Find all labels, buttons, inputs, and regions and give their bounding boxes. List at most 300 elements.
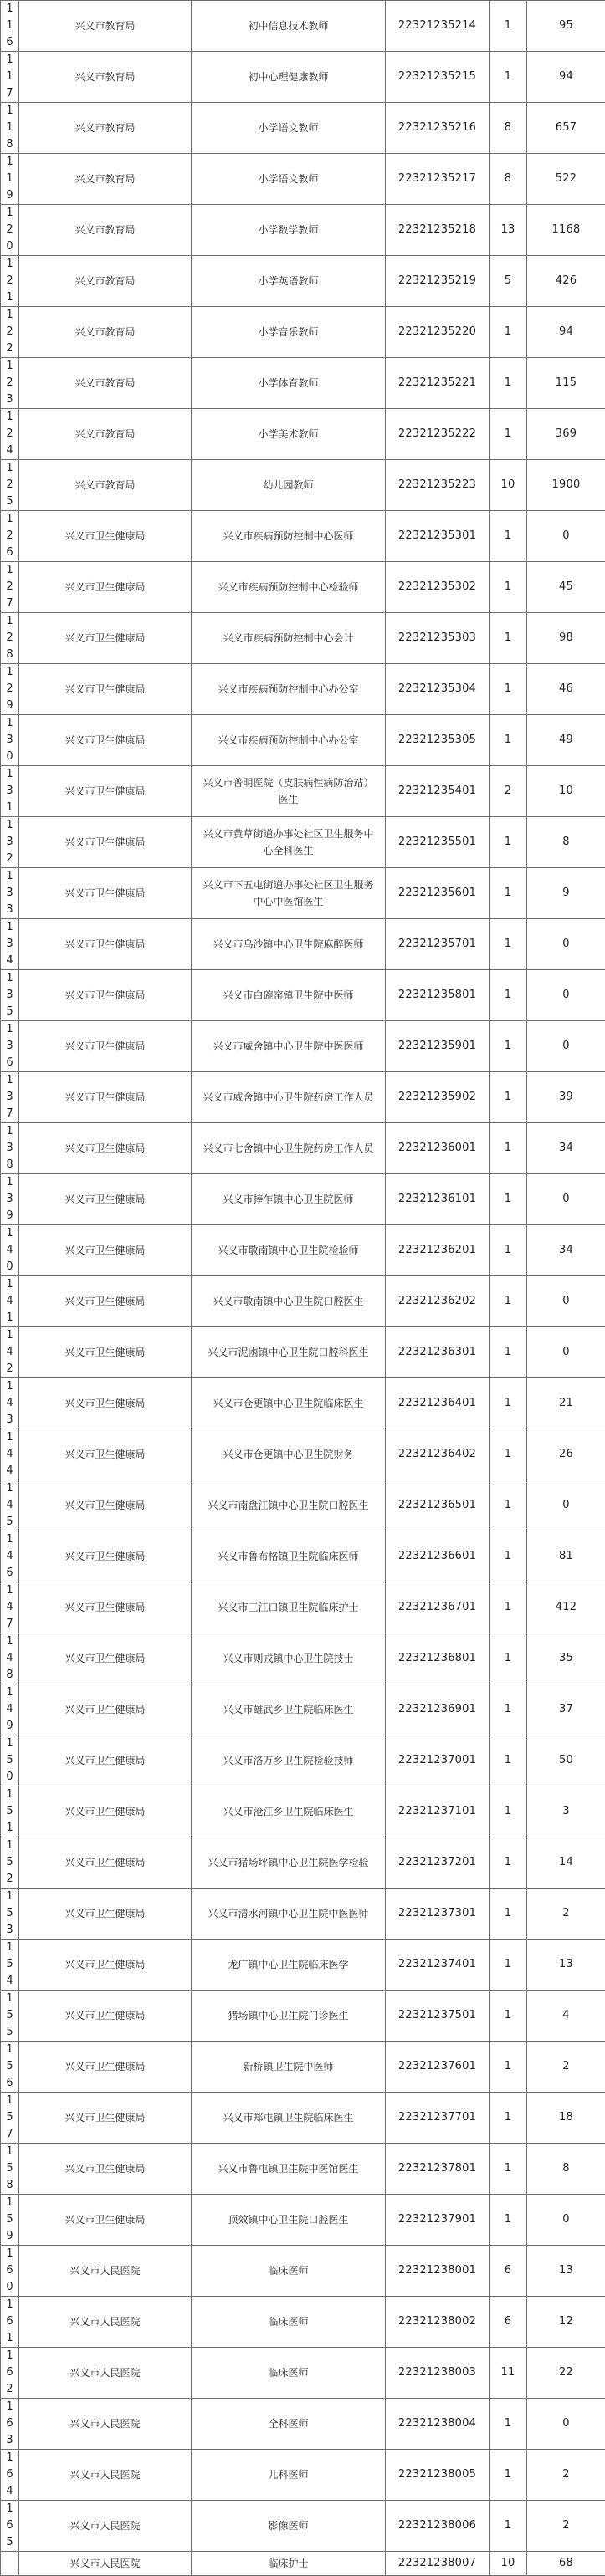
applicant-count-cell: 0: [527, 511, 605, 562]
hire-count-cell: 1: [490, 715, 527, 766]
employer-cell: 兴义市卫生健康局: [19, 1940, 192, 1991]
row-number-cell: 143: [1, 1378, 19, 1429]
employer-cell: 兴义市卫生健康局: [19, 970, 192, 1021]
position-cell: 兴义市疾病预防控制中心检验师: [192, 562, 386, 613]
table-row: [1, 2093, 605, 2144]
row-number-cell: 160: [1, 2246, 19, 2297]
position-code-cell: 22321235501: [386, 817, 490, 868]
row-number-cell: 119: [1, 154, 19, 205]
position-cell: 新桥镇卫生院中医师: [192, 2042, 386, 2093]
employer-cell: 兴义市卫生健康局: [19, 1072, 192, 1123]
hire-count-cell: 1: [490, 1480, 527, 1531]
hire-count-cell: 1: [490, 1889, 527, 1940]
employer-cell: 兴义市教育局: [19, 307, 192, 358]
position-cell: 小学音乐教师: [192, 307, 386, 358]
applicant-count-cell: 2: [527, 2042, 605, 2093]
row-number-cell: 131: [1, 766, 19, 817]
table-row: [1, 1, 605, 52]
employer-cell: 兴义市卫生健康局: [19, 1429, 192, 1480]
position-code-cell: 22321238004: [386, 2399, 490, 2450]
row-number-cell: 140: [1, 1225, 19, 1276]
position-code-cell: 22321236901: [386, 1684, 490, 1735]
position-code-cell: 22321238006: [386, 2501, 490, 2552]
position-cell: 兴义市仓更镇中心卫生院财务: [192, 1429, 386, 1480]
employer-cell: 兴义市卫生健康局: [19, 2093, 192, 2144]
employer-cell: 兴义市卫生健康局: [19, 919, 192, 970]
hire-count-cell: 1: [490, 2501, 527, 2552]
table-row: [1, 2399, 605, 2450]
row-number-cell: 129: [1, 664, 19, 715]
hire-count-cell: 11: [490, 2348, 527, 2399]
position-code-cell: 22321237601: [386, 2042, 490, 2093]
position-cell: 儿科医师: [192, 2450, 386, 2501]
employer-cell: 兴义市教育局: [19, 256, 192, 307]
row-number-cell: 142: [1, 1327, 19, 1378]
applicant-count-cell: 12: [527, 2297, 605, 2348]
position-code-cell: 22321235222: [386, 409, 490, 460]
position-code-cell: 22321235214: [386, 1, 490, 52]
table-row: [1, 409, 605, 460]
hire-count-cell: 6: [490, 2246, 527, 2297]
applicant-count-cell: 0: [527, 2399, 605, 2450]
employer-cell: 兴义市卫生健康局: [19, 1174, 192, 1225]
table-row: [1, 919, 605, 970]
employer-cell: 兴义市卫生健康局: [19, 1991, 192, 2042]
hire-count-cell: 1: [490, 1072, 527, 1123]
row-number-cell: 159: [1, 2195, 19, 2246]
position-code-cell: 22321235221: [386, 358, 490, 409]
hire-count-cell: 1: [490, 1633, 527, 1684]
position-code-cell: 22321236601: [386, 1531, 490, 1582]
row-number-cell: 152: [1, 1837, 19, 1889]
position-code-cell: 22321238005: [386, 2450, 490, 2501]
hire-count-cell: 1: [490, 664, 527, 715]
position-code-cell: 22321235901: [386, 1021, 490, 1072]
applicant-count-cell: 3: [527, 1786, 605, 1837]
position-cell: 兴义市沧江乡卫生院临床医生: [192, 1786, 386, 1837]
hire-count-cell: 1: [490, 1174, 527, 1225]
position-cell: 兴义市则戎镇中心卫生院技士: [192, 1633, 386, 1684]
hire-count-cell: 5: [490, 256, 527, 307]
applicant-count-cell: 95: [527, 1, 605, 52]
position-code-cell: 22321236401: [386, 1378, 490, 1429]
hire-count-cell: 1: [490, 817, 527, 868]
row-number-cell: 120: [1, 205, 19, 256]
row-number-cell: 150: [1, 1735, 19, 1786]
row-number-cell: 132: [1, 817, 19, 868]
applicant-count-cell: 26: [527, 1429, 605, 1480]
applicant-count-cell: 13: [527, 1940, 605, 1991]
position-cell: 小学体育教师: [192, 358, 386, 409]
table-row: [1, 1327, 605, 1378]
applicant-count-cell: 1168: [527, 205, 605, 256]
applicant-count-cell: 0: [527, 1174, 605, 1225]
table-row: [1, 613, 605, 664]
applicant-count-cell: 98: [527, 613, 605, 664]
row-number-cell: 125: [1, 460, 19, 511]
applicant-count-cell: 50: [527, 1735, 605, 1786]
position-code-cell: 22321235601: [386, 868, 490, 919]
applicant-count-cell: 0: [527, 970, 605, 1021]
hire-count-cell: 1: [490, 1940, 527, 1991]
employer-cell: 兴义市人民医院: [19, 2399, 192, 2450]
row-number-cell: 141: [1, 1276, 19, 1327]
row-number-cell: 145: [1, 1480, 19, 1531]
hire-count-cell: 1: [490, 919, 527, 970]
hire-count-cell: 1: [490, 2144, 527, 2195]
position-cell: 兴义市疾病预防控制中心办公室: [192, 664, 386, 715]
row-number-cell: 123: [1, 358, 19, 409]
employer-cell: 兴义市卫生健康局: [19, 1889, 192, 1940]
table-row: [1, 460, 605, 511]
hire-count-cell: 1: [490, 2195, 527, 2246]
table-row: [1, 2246, 605, 2297]
position-cell: 兴义市敬南镇中心卫生院口腔医生: [192, 1276, 386, 1327]
row-number-cell: 148: [1, 1633, 19, 1684]
row-number-cell: 126: [1, 511, 19, 562]
applicant-count-cell: 412: [527, 1582, 605, 1633]
position-code-cell: 22321238002: [386, 2297, 490, 2348]
position-cell: 兴义市鲁布格镇卫生院临床医师: [192, 1531, 386, 1582]
hire-count-cell: 1: [490, 2042, 527, 2093]
position-cell: 兴义市疾病预防控制中心办公室: [192, 715, 386, 766]
employer-cell: 兴义市教育局: [19, 205, 192, 256]
table-row: [1, 1225, 605, 1276]
applicant-count-cell: 68: [527, 2552, 605, 2576]
applicant-count-cell: 522: [527, 154, 605, 205]
table-row: [1, 2501, 605, 2552]
position-code-cell: 22321236001: [386, 1123, 490, 1174]
row-number-cell: 122: [1, 307, 19, 358]
table-row: [1, 1531, 605, 1582]
table-row: [1, 2042, 605, 2093]
position-cell: 兴义市普明医院（皮肤病性病防治站）医生: [192, 766, 386, 817]
position-cell: 临床医师: [192, 2246, 386, 2297]
table-row: [1, 664, 605, 715]
table-row: [1, 1429, 605, 1480]
applicant-count-cell: 39: [527, 1072, 605, 1123]
employer-cell: 兴义市卫生健康局: [19, 613, 192, 664]
table-row: [1, 358, 605, 409]
row-number-cell: [1, 2552, 19, 2576]
position-cell: 临床医师: [192, 2297, 386, 2348]
hire-count-cell: 1: [490, 511, 527, 562]
hire-count-cell: 6: [490, 2297, 527, 2348]
table-row: [1, 511, 605, 562]
applicant-count-cell: 81: [527, 1531, 605, 1582]
row-number-cell: 124: [1, 409, 19, 460]
employer-cell: 兴义市卫生健康局: [19, 1786, 192, 1837]
table-row: [1, 1684, 605, 1735]
position-code-cell: 22321236402: [386, 1429, 490, 1480]
applicant-count-cell: 0: [527, 1276, 605, 1327]
row-number-cell: 156: [1, 2042, 19, 2093]
applicant-count-cell: 0: [527, 2195, 605, 2246]
hire-count-cell: 1: [490, 1786, 527, 1837]
table-row: [1, 1735, 605, 1786]
row-number-cell: 130: [1, 715, 19, 766]
table-row: [1, 2450, 605, 2501]
table-row: [1, 154, 605, 205]
table-row: [1, 766, 605, 817]
hire-count-cell: 13: [490, 205, 527, 256]
position-code-cell: 22321236701: [386, 1582, 490, 1633]
applicant-count-cell: 13: [527, 2246, 605, 2297]
hire-count-cell: 1: [490, 1531, 527, 1582]
position-cell: 兴义市威舍镇中心卫生院药房工作人员: [192, 1072, 386, 1123]
row-number-cell: 154: [1, 1940, 19, 1991]
position-cell: 小学语文教师: [192, 103, 386, 154]
position-cell: 兴义市疾病预防控制中心医师: [192, 511, 386, 562]
applicant-count-cell: 8: [527, 817, 605, 868]
hire-count-cell: 1: [490, 1021, 527, 1072]
table-row: [1, 970, 605, 1021]
table-row: [1, 817, 605, 868]
position-cell: 临床护士: [192, 2552, 386, 2576]
table-row: [1, 1123, 605, 1174]
employer-cell: 兴义市卫生健康局: [19, 1327, 192, 1378]
position-cell: 龙广镇中心卫生院临床医学: [192, 1940, 386, 1991]
hire-count-cell: 10: [490, 460, 527, 511]
applicant-count-cell: 2: [527, 1889, 605, 1940]
applicant-count-cell: 34: [527, 1225, 605, 1276]
employer-cell: 兴义市卫生健康局: [19, 1378, 192, 1429]
table-row: [1, 1072, 605, 1123]
table-row: [1, 1991, 605, 2042]
row-number-cell: 165: [1, 2501, 19, 2552]
position-code-cell: 22321235215: [386, 52, 490, 103]
applicant-count-cell: 35: [527, 1633, 605, 1684]
applicant-count-cell: 115: [527, 358, 605, 409]
position-code-cell: 22321237901: [386, 2195, 490, 2246]
position-cell: 兴义市疾病预防控制中心会计: [192, 613, 386, 664]
row-number-cell: 136: [1, 1021, 19, 1072]
table-row: [1, 1480, 605, 1531]
position-code-cell: 22321235223: [386, 460, 490, 511]
position-code-cell: 22321237501: [386, 1991, 490, 2042]
employer-cell: 兴义市教育局: [19, 460, 192, 511]
position-code-cell: 22321238003: [386, 2348, 490, 2399]
row-number-cell: 135: [1, 970, 19, 1021]
position-cell: 兴义市威舍镇中心卫生院中医医师: [192, 1021, 386, 1072]
hire-count-cell: 1: [490, 1225, 527, 1276]
employer-cell: 兴义市人民医院: [19, 2552, 192, 2576]
applicant-count-cell: 369: [527, 409, 605, 460]
hire-count-cell: 1: [490, 2399, 527, 2450]
row-number-cell: 161: [1, 2297, 19, 2348]
row-number-cell: 157: [1, 2093, 19, 2144]
employer-cell: 兴义市卫生健康局: [19, 1633, 192, 1684]
applicant-count-cell: 0: [527, 1021, 605, 1072]
table-row: [1, 1786, 605, 1837]
position-cell: 猪场镇中心卫生院门诊医生: [192, 1991, 386, 2042]
row-number-cell: 137: [1, 1072, 19, 1123]
table-row: [1, 2348, 605, 2399]
table-row: [1, 1889, 605, 1940]
hire-count-cell: 1: [490, 562, 527, 613]
table-row: [1, 1378, 605, 1429]
table-row: [1, 1276, 605, 1327]
row-number-cell: 155: [1, 1991, 19, 2042]
applicant-count-cell: 14: [527, 1837, 605, 1889]
employer-cell: 兴义市卫生健康局: [19, 2042, 192, 2093]
hire-count-cell: 1: [490, 1, 527, 52]
table-row: [1, 1021, 605, 1072]
table-row: [1, 2144, 605, 2195]
position-code-cell: 22321236101: [386, 1174, 490, 1225]
position-code-cell: 22321235217: [386, 154, 490, 205]
row-number-cell: 128: [1, 613, 19, 664]
employer-cell: 兴义市卫生健康局: [19, 664, 192, 715]
table-row: [1, 52, 605, 103]
hire-count-cell: 1: [490, 1684, 527, 1735]
row-number-cell: 158: [1, 2144, 19, 2195]
position-cell: 兴义市捧乍镇中心卫生院医师: [192, 1174, 386, 1225]
row-number-cell: 151: [1, 1786, 19, 1837]
employer-cell: 兴义市卫生健康局: [19, 1123, 192, 1174]
position-cell: 兴义市下五屯街道办事处社区卫生服务中心中医馆医生: [192, 868, 386, 919]
hire-count-cell: 1: [490, 1123, 527, 1174]
position-cell: 兴义市雄武乡卫生院临床医生: [192, 1684, 386, 1735]
hire-count-cell: 1: [490, 1837, 527, 1889]
hire-count-cell: 1: [490, 613, 527, 664]
hire-count-cell: 1: [490, 868, 527, 919]
position-code-cell: 22321237201: [386, 1837, 490, 1889]
hire-count-cell: 1: [490, 358, 527, 409]
row-number-cell: 149: [1, 1684, 19, 1735]
table-row: [1, 205, 605, 256]
position-cell: 兴义市三江口镇卫生院临床护士: [192, 1582, 386, 1633]
applicant-count-cell: 2: [527, 2501, 605, 2552]
hire-count-cell: 1: [490, 1582, 527, 1633]
position-cell: 小学数学教师: [192, 205, 386, 256]
row-number-cell: 139: [1, 1174, 19, 1225]
employer-cell: 兴义市卫生健康局: [19, 511, 192, 562]
hire-count-cell: 1: [490, 2450, 527, 2501]
table-row: [1, 1633, 605, 1684]
applicant-count-cell: 9: [527, 868, 605, 919]
hire-count-cell: 1: [490, 1276, 527, 1327]
position-code-cell: 22321236201: [386, 1225, 490, 1276]
applicant-count-cell: 1900: [527, 460, 605, 511]
row-number-cell: 118: [1, 103, 19, 154]
employer-cell: 兴义市卫生健康局: [19, 2144, 192, 2195]
applicant-count-cell: 0: [527, 1327, 605, 1378]
table-row: [1, 1174, 605, 1225]
position-cell: 兴义市泥凼镇中心卫生院口腔科医生: [192, 1327, 386, 1378]
position-cell: 兴义市南盘江镇中心卫生院口腔医生: [192, 1480, 386, 1531]
applicant-count-cell: 22: [527, 2348, 605, 2399]
row-number-cell: 147: [1, 1582, 19, 1633]
applicant-count-cell: 37: [527, 1684, 605, 1735]
table-body: [1, 1, 605, 2576]
position-code-cell: 22321237301: [386, 1889, 490, 1940]
row-number-cell: 153: [1, 1889, 19, 1940]
hire-count-cell: 1: [490, 1327, 527, 1378]
row-number-cell: 117: [1, 52, 19, 103]
hire-count-cell: 1: [490, 1735, 527, 1786]
employer-cell: 兴义市卫生健康局: [19, 1837, 192, 1889]
employer-cell: 兴义市教育局: [19, 358, 192, 409]
row-number-cell: 134: [1, 919, 19, 970]
applicant-count-cell: 46: [527, 664, 605, 715]
row-number-cell: 144: [1, 1429, 19, 1480]
employer-cell: 兴义市卫生健康局: [19, 1735, 192, 1786]
row-number-cell: 127: [1, 562, 19, 613]
position-cell: 兴义市清水河镇中心卫生院中医医师: [192, 1889, 386, 1940]
position-code-cell: 22321235216: [386, 103, 490, 154]
position-code-cell: 22321235302: [386, 562, 490, 613]
position-code-cell: 22321236202: [386, 1276, 490, 1327]
applicant-count-cell: 0: [527, 919, 605, 970]
applicant-count-cell: 34: [527, 1123, 605, 1174]
position-cell: 兴义市郑屯镇卫生院临床医生: [192, 2093, 386, 2144]
table-row: [1, 1837, 605, 1889]
employer-cell: 兴义市卫生健康局: [19, 1225, 192, 1276]
employer-cell: 兴义市卫生健康局: [19, 1531, 192, 1582]
employer-cell: 兴义市卫生健康局: [19, 868, 192, 919]
position-code-cell: 22321235218: [386, 205, 490, 256]
position-cell: 小学语文教师: [192, 154, 386, 205]
employer-cell: 兴义市教育局: [19, 154, 192, 205]
table-row: [1, 868, 605, 919]
position-cell: 初中信息技术教师: [192, 1, 386, 52]
position-cell: 小学英语教师: [192, 256, 386, 307]
employer-cell: 兴义市卫生健康局: [19, 2195, 192, 2246]
position-code-cell: 22321235902: [386, 1072, 490, 1123]
applicant-count-cell: 94: [527, 52, 605, 103]
position-code-cell: 22321237101: [386, 1786, 490, 1837]
employer-cell: 兴义市卫生健康局: [19, 562, 192, 613]
employer-cell: 兴义市人民医院: [19, 2348, 192, 2399]
position-cell: 临床医师: [192, 2348, 386, 2399]
position-code-cell: 22321235301: [386, 511, 490, 562]
position-cell: 兴义市猪场坪镇中心卫生院医学检验: [192, 1837, 386, 1889]
employer-cell: 兴义市人民医院: [19, 2501, 192, 2552]
position-code-cell: 22321237701: [386, 2093, 490, 2144]
employer-cell: 兴义市人民医院: [19, 2246, 192, 2297]
employer-cell: 兴义市卫生健康局: [19, 766, 192, 817]
employer-cell: 兴义市教育局: [19, 1, 192, 52]
hire-count-cell: 1: [490, 1429, 527, 1480]
position-cell: 全科医师: [192, 2399, 386, 2450]
applicant-count-cell: 426: [527, 256, 605, 307]
row-number-cell: 138: [1, 1123, 19, 1174]
position-code-cell: 22321235220: [386, 307, 490, 358]
position-code-cell: 22321235701: [386, 919, 490, 970]
employer-cell: 兴义市卫生健康局: [19, 1480, 192, 1531]
applicant-count-cell: 21: [527, 1378, 605, 1429]
table-row: [1, 1940, 605, 1991]
hire-count-cell: 1: [490, 1991, 527, 2042]
position-cell: 兴义市白碗窑镇卫生院中医师: [192, 970, 386, 1021]
row-number-cell: 162: [1, 2348, 19, 2399]
applicant-count-cell: 4: [527, 1991, 605, 2042]
table-row: [1, 1582, 605, 1633]
position-code-cell: 22321236801: [386, 1633, 490, 1684]
row-number-cell: 121: [1, 256, 19, 307]
position-cell: 兴义市七舍镇中心卫生院药房工作人员: [192, 1123, 386, 1174]
applicant-count-cell: 10: [527, 766, 605, 817]
position-cell: 小学美术教师: [192, 409, 386, 460]
position-code-cell: 22321235401: [386, 766, 490, 817]
hire-count-cell: 1: [490, 2093, 527, 2144]
applicant-count-cell: 8: [527, 2144, 605, 2195]
position-code-cell: 22321236501: [386, 1480, 490, 1531]
hire-count-cell: 8: [490, 103, 527, 154]
employer-cell: 兴义市教育局: [19, 52, 192, 103]
position-cell: 兴义市鲁屯镇卫生院中医馆医生: [192, 2144, 386, 2195]
